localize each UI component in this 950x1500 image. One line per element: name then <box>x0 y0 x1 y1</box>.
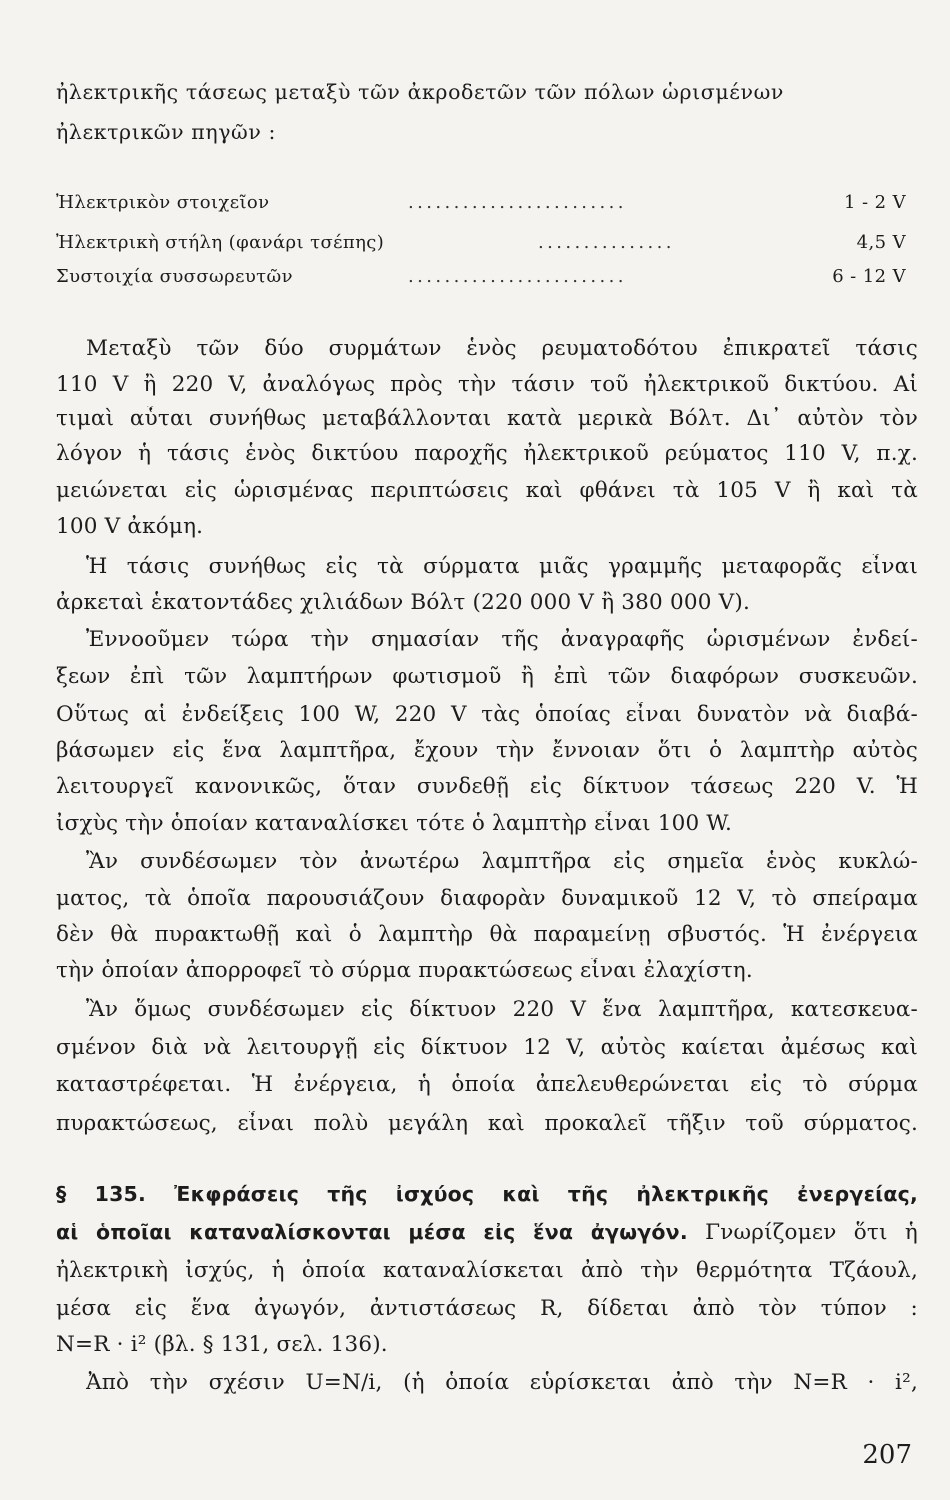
body-line: σμένον διὰ νὰ λειτουργῇ εἰς δίκτυον 12 V, αὐτὸς καίεται ἀμέσως καὶ <box>56 1035 918 1060</box>
table-row-value: 6 - 12 V <box>832 266 906 287</box>
table-row-value: 4,5 V <box>856 232 906 253</box>
table-row-label: Ἠλεκτρικὴ στήλη (φανάρι τσέπης) <box>56 232 385 253</box>
body-line: Ἀπὸ τὴν σχέσιν U=N/i, (ἡ ὁποία εὑρίσκεται ἀπὸ τὴν N=R · i², <box>86 1370 918 1395</box>
body-line: πυρακτώσεως, εἶναι πολὺ μεγάλη καὶ προκαλεῖ τῆξιν τοῦ σύρματος. <box>56 1111 918 1136</box>
table-row-label: Ἠλεκτρικὸν στοιχεῖον <box>56 192 270 213</box>
table-row-label: Συστοιχία συσσωρευτῶν <box>56 266 293 287</box>
voltage-table-row <box>56 266 906 292</box>
section-heading-bold: § 135. Ἐκφράσεις τῆς ἰσχύος καὶ τῆς ἠλεκτρικῆς ἐνεργείας, <box>56 1182 918 1206</box>
body-line: Οὕτως αἱ ἐνδείξεις 100 W, 220 V τὰς ὁποίας εἶναι δυνατὸν νὰ διαβά- <box>56 702 918 727</box>
voltage-table-row <box>56 192 906 218</box>
section-heading <box>56 1182 918 1207</box>
body-line: δὲν θὰ πυρακτωθῇ καὶ ὁ λαμπτὴρ θὰ παραμείνῃ σβυστός. Ἡ ἐνέργεια <box>56 922 918 947</box>
body-line: Ἐννοοῦμεν τώρα τὴν σημασίαν τῆς ἀναγραφῆς ὡρισμένων ἐνδεί- <box>86 627 918 652</box>
body-line: N=R · i² (βλ. § 131, σελ. 136). <box>56 1332 388 1357</box>
page-number: 207 <box>862 1440 912 1470</box>
body-line: Ἡ τάσις συνήθως εἰς τὰ σύρματα μιᾶς γραμμῆς μεταφορᾶς εἶναι <box>86 554 918 579</box>
body-line: καταστρέφεται. Ἡ ἐνέργεια, ἡ ὁποία ἀπελευθερώνεται εἰς τὸ σύρμα <box>56 1072 918 1097</box>
leader-dots: ............... <box>538 232 675 253</box>
body-line: ἀρκεταὶ ἑκατοντάδες χιλιάδων Βόλτ (220 000 V ἢ 380 000 V). <box>56 590 750 615</box>
body-line: τὴν ὁποίαν ἀπορροφεῖ τὸ σύρμα πυρακτώσεως εἶναι ἐλαχίστη. <box>56 958 753 983</box>
body-line: βάσωμεν εἰς ἕνα λαμπτῆρα, ἔχουν τὴν ἔννοιαν ὅτι ὁ λαμπτὴρ αὐτὸς <box>56 738 918 763</box>
body-line: ξεων ἐπὶ τῶν λαμπτήρων φωτισμοῦ ἢ ἐπὶ τῶν διαφόρων συσκευῶν. <box>56 664 918 689</box>
section-heading-bold: αἱ ὁποῖαι καταναλίσκονται μέσα εἰς ἕνα ἀγωγόν. <box>56 1220 688 1244</box>
body-line: λειτουργεῖ κανονικῶς, ὅταν συνδεθῇ εἰς δίκτυον τάσεως 220 V. Ἡ <box>56 774 918 799</box>
body-line: Ἂν συνδέσωμεν τὸν ἀνωτέρω λαμπτῆρα εἰς σημεῖα ἑνὸς κυκλώ- <box>86 849 918 874</box>
body-line: ματος, τὰ ὁποῖα παρουσιάζουν διαφορὰν δυναμικοῦ 12 V, τὸ σπείραμα <box>56 886 918 911</box>
body-line: λόγον ἡ τάσις ἑνὸς δικτύου παροχῆς ἠλεκτρικοῦ ρεύματος 110 V, π.χ. <box>56 441 918 466</box>
intro-line-2: ἠλεκτρικῶν πηγῶν : <box>56 120 277 144</box>
intro-line-1: ἠλεκτρικῆς τάσεως μεταξὺ τῶν ἀκροδετῶν τῶν πόλων ὡρισμένων <box>56 80 784 104</box>
leader-dots: ........................ <box>408 266 627 287</box>
leader-dots: ........................ <box>408 192 627 213</box>
body-line: Μεταξὺ τῶν δύο συρμάτων ἑνὸς ρευματοδότου ἐπικρατεῖ τάσις <box>86 336 918 361</box>
body-line: 100 V ἀκόμη. <box>56 514 204 539</box>
section-heading-continued <box>56 1220 918 1245</box>
table-row-value: 1 - 2 V <box>844 192 906 213</box>
body-line: Ἂν ὅμως συνδέσωμεν εἰς δίκτυον 220 V ἕνα λαμπτῆρα, κατεσκευα- <box>86 997 918 1022</box>
section-lead-text: Γνωρίζομεν ὅτι ἡ <box>687 1220 918 1245</box>
body-line: μειώνεται εἰς ὡρισμένας περιπτώσεις καὶ φθάνει τὰ 105 V ἢ καὶ τὰ <box>56 478 918 503</box>
voltage-table-row <box>56 232 906 258</box>
body-line: τιμαὶ αὗται συνήθως μεταβάλλονται κατὰ μερικὰ Βόλτ. Δι᾽ αὐτὸν τὸν <box>56 406 918 431</box>
body-line: 110 V ἢ 220 V, ἀναλόγως πρὸς τὴν τάσιν τοῦ ἠλεκτρικοῦ δικτύου. Αἱ <box>56 372 918 397</box>
body-line: ἰσχὺς τὴν ὁποίαν καταναλίσκει τότε ὁ λαμπτὴρ εἶναι 100 W. <box>56 811 733 836</box>
body-line: μέσα εἰς ἕνα ἀγωγόν, ἀντιστάσεως R, δίδεται ἀπὸ τὸν τύπον : <box>56 1296 918 1321</box>
body-line: ἠλεκτρικὴ ἰσχύς, ἡ ὁποία καταναλίσκεται ἀπὸ τὴν θερμότητα Τζάουλ, <box>56 1258 918 1283</box>
